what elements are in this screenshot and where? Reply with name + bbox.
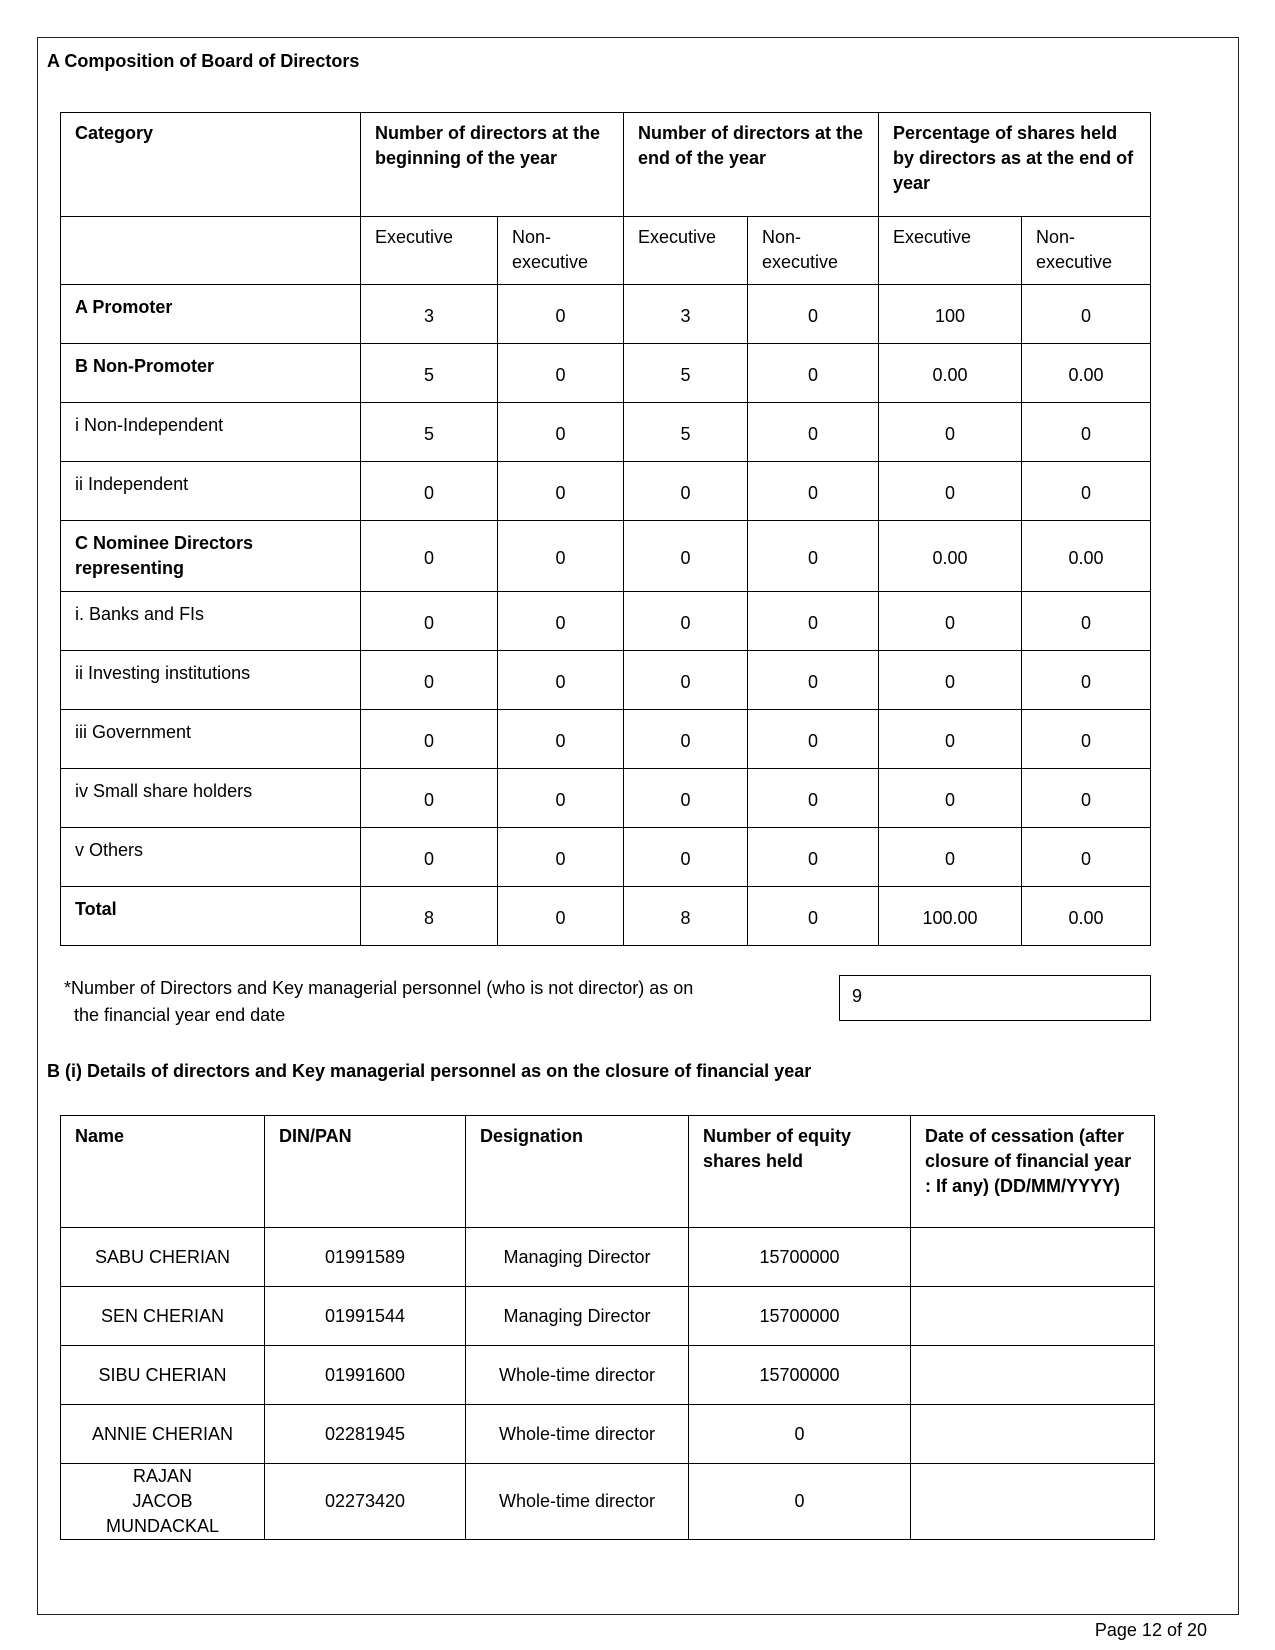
kmp-row <box>61 1346 1155 1405</box>
category-cell: iv Small share holders <box>61 769 361 828</box>
value-cell: 0 <box>879 651 1022 710</box>
category-cell: B Non-Promoter <box>61 344 361 403</box>
designation-cell: Whole-time director <box>466 1346 689 1405</box>
value-cell: 0 <box>624 462 748 521</box>
page-number: Page 12 of 20 <box>1094 1620 1207 1640</box>
header-end-year: Number of directors at the end of the year <box>624 113 879 217</box>
value-cell: 0 <box>748 285 879 344</box>
kmp-row <box>61 1405 1155 1464</box>
value-cell: 0 <box>879 769 1022 828</box>
note-line-2: the financial year end date <box>74 1005 286 1025</box>
din-pan-cell: 02281945 <box>265 1405 466 1464</box>
composition-row <box>61 769 1151 828</box>
value-cell: 0 <box>624 592 748 651</box>
cessation-date-cell <box>911 1228 1155 1287</box>
composition-row <box>61 285 1151 344</box>
value-cell: 0 <box>498 344 624 403</box>
note-line-1: *Number of Directors and Key managerial personnel (who is not director) as on <box>64 978 694 998</box>
value-cell: 100.00 <box>879 887 1022 946</box>
name-cell: SABU CHERIAN <box>61 1228 265 1287</box>
value-cell: 5 <box>361 403 498 462</box>
value-cell: 0.00 <box>1022 344 1151 403</box>
subheader-non-executive: Non-executive <box>1022 217 1151 285</box>
header-designation: Designation <box>466 1116 689 1228</box>
value-cell: 0.00 <box>1022 521 1151 592</box>
value-cell: 0 <box>879 828 1022 887</box>
header-equity-shares: Number of equity shares held <box>689 1116 911 1228</box>
kmp-count-note <box>64 975 693 1029</box>
composition-row <box>61 651 1151 710</box>
header-din-pan: DIN/PAN <box>265 1116 466 1228</box>
name-cell: SEN CHERIAN <box>61 1287 265 1346</box>
kmp-count-field: 9 <box>839 975 1151 1021</box>
composition-row <box>61 403 1151 462</box>
value-cell: 0 <box>748 403 879 462</box>
name-cell: SIBU CHERIAN <box>61 1346 265 1405</box>
value-cell: 0 <box>624 769 748 828</box>
value-cell: 0 <box>624 710 748 769</box>
composition-row <box>61 344 1151 403</box>
header-cessation-date: Date of cessation (after closure of financial year : If any) (DD/MM/YYYY) <box>911 1116 1155 1228</box>
value-cell: 0 <box>361 651 498 710</box>
designation-cell: Managing Director <box>466 1287 689 1346</box>
subheader-non-executive: Non-executive <box>498 217 624 285</box>
value-cell: 0 <box>1022 592 1151 651</box>
value-cell: 0 <box>1022 285 1151 344</box>
equity-shares-cell: 0 <box>689 1405 911 1464</box>
name-cell: RAJAN JACOB MUNDACKAL <box>61 1464 265 1540</box>
value-cell: 0 <box>1022 462 1151 521</box>
cessation-date-cell <box>911 1346 1155 1405</box>
category-cell: C Nominee Directors representing <box>61 521 361 592</box>
value-cell: 0 <box>498 710 624 769</box>
header-category: Category <box>61 113 361 217</box>
value-cell: 0 <box>879 592 1022 651</box>
composition-row <box>61 710 1151 769</box>
kmp-row <box>61 1464 1155 1540</box>
value-cell: 0 <box>624 521 748 592</box>
value-cell: 0 <box>498 592 624 651</box>
value-cell: 0 <box>498 462 624 521</box>
designation-cell: Whole-time director <box>466 1464 689 1540</box>
value-cell: 0 <box>879 462 1022 521</box>
value-cell: 0 <box>1022 828 1151 887</box>
subheader-executive: Executive <box>879 217 1022 285</box>
category-cell: i. Banks and FIs <box>61 592 361 651</box>
value-cell: 0 <box>748 344 879 403</box>
value-cell: 0 <box>879 403 1022 462</box>
category-cell: ii Investing institutions <box>61 651 361 710</box>
value-cell: 0 <box>361 710 498 769</box>
value-cell: 0 <box>498 887 624 946</box>
kmp-row <box>61 1228 1155 1287</box>
category-cell: ii Independent <box>61 462 361 521</box>
subheader-executive: Executive <box>624 217 748 285</box>
value-cell: 0 <box>748 769 879 828</box>
value-cell: 0 <box>498 651 624 710</box>
equity-shares-cell: 0 <box>689 1464 911 1540</box>
equity-shares-cell: 15700000 <box>689 1346 911 1405</box>
din-pan-cell: 02273420 <box>265 1464 466 1540</box>
section-a-title: A Composition of Board of Directors <box>47 51 360 71</box>
value-cell: 0 <box>748 651 879 710</box>
value-cell: 100 <box>879 285 1022 344</box>
designation-cell: Managing Director <box>466 1228 689 1287</box>
value-cell: 0 <box>624 651 748 710</box>
category-cell: iii Government <box>61 710 361 769</box>
board-composition-table <box>60 112 1151 946</box>
din-pan-cell: 01991589 <box>265 1228 466 1287</box>
subheader-non-executive: Non-executive <box>748 217 879 285</box>
cessation-date-cell <box>911 1287 1155 1346</box>
value-cell: 0 <box>361 769 498 828</box>
composition-row <box>61 521 1151 592</box>
value-cell: 5 <box>624 403 748 462</box>
equity-shares-cell: 15700000 <box>689 1228 911 1287</box>
value-cell: 5 <box>624 344 748 403</box>
composition-row <box>61 462 1151 521</box>
value-cell: 0 <box>624 828 748 887</box>
category-cell: Total <box>61 887 361 946</box>
subheader-blank <box>61 217 361 285</box>
composition-row <box>61 828 1151 887</box>
value-cell: 0 <box>1022 403 1151 462</box>
value-cell: 0 <box>748 887 879 946</box>
value-cell: 0.00 <box>879 344 1022 403</box>
din-pan-cell: 01991600 <box>265 1346 466 1405</box>
cessation-date-cell <box>911 1464 1155 1540</box>
subheader-executive: Executive <box>361 217 498 285</box>
composition-row <box>61 887 1151 946</box>
value-cell: 5 <box>361 344 498 403</box>
kmp-details-table <box>60 1115 1155 1540</box>
value-cell: 3 <box>624 285 748 344</box>
value-cell: 0 <box>498 828 624 887</box>
value-cell: 3 <box>361 285 498 344</box>
name-cell: ANNIE CHERIAN <box>61 1405 265 1464</box>
section-b-title: B (i) Details of directors and Key managerial personnel as on the closure of financial year <box>47 1061 812 1081</box>
value-cell: 0 <box>361 592 498 651</box>
value-cell: 8 <box>361 887 498 946</box>
kmp-row <box>61 1287 1155 1346</box>
header-begin-year: Number of directors at the beginning of the year <box>361 113 624 217</box>
designation-cell: Whole-time director <box>466 1405 689 1464</box>
cessation-date-cell <box>911 1405 1155 1464</box>
value-cell: 0 <box>498 403 624 462</box>
value-cell: 0 <box>748 592 879 651</box>
value-cell: 0 <box>1022 769 1151 828</box>
value-cell: 0 <box>748 462 879 521</box>
header-pct-shares: Percentage of shares held by directors as at the end of year <box>879 113 1151 217</box>
value-cell: 0 <box>498 285 624 344</box>
value-cell: 0.00 <box>1022 887 1151 946</box>
value-cell: 0 <box>1022 710 1151 769</box>
value-cell: 0 <box>361 828 498 887</box>
category-cell: i Non-Independent <box>61 403 361 462</box>
value-cell: 0 <box>361 462 498 521</box>
din-pan-cell: 01991544 <box>265 1287 466 1346</box>
value-cell: 0 <box>879 710 1022 769</box>
value-cell: 0.00 <box>879 521 1022 592</box>
value-cell: 0 <box>748 828 879 887</box>
category-cell: v Others <box>61 828 361 887</box>
composition-row <box>61 592 1151 651</box>
value-cell: 0 <box>361 521 498 592</box>
header-name: Name <box>61 1116 265 1228</box>
category-cell: A Promoter <box>61 285 361 344</box>
value-cell: 0 <box>498 521 624 592</box>
value-cell: 0 <box>748 521 879 592</box>
value-cell: 0 <box>748 710 879 769</box>
value-cell: 8 <box>624 887 748 946</box>
value-cell: 0 <box>1022 651 1151 710</box>
value-cell: 0 <box>498 769 624 828</box>
equity-shares-cell: 15700000 <box>689 1287 911 1346</box>
